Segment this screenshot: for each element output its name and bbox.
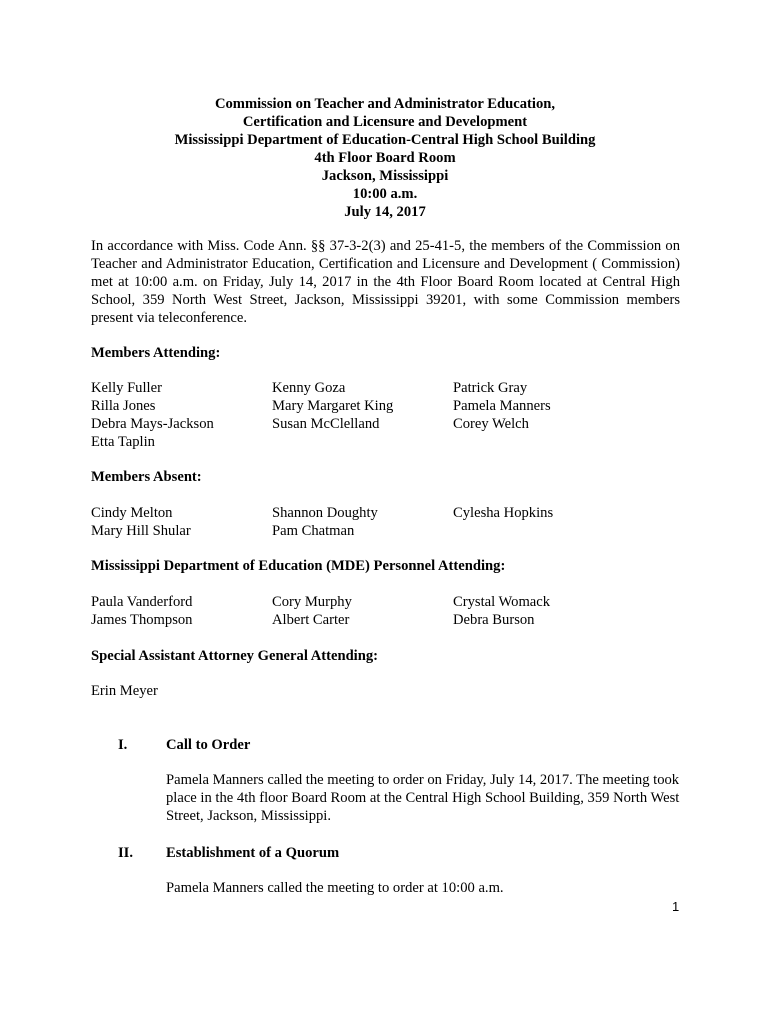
attorney-name: Erin Meyer	[91, 683, 158, 699]
section-body: Pamela Manners called the meeting to order at 10:00 a.m.	[166, 880, 504, 896]
header-line: Certification and Licensure and Development	[242, 114, 528, 130]
member-name: Mary Hill Shular	[91, 523, 191, 539]
intro-paragraph: In accordance with Miss. Code Ann. §§ 37-3-2(3) and 25-41-5, the members of the Commission on Teacher and Administrator Education, Certification and Licensure and Development ( Commission) met at 10:00 a.m. on Friday, July 14, 2017 in the 4th Floor Board Room located at Central High School, 359 North West Street, Jackson, Mississippi 39201, with some Commission members present via teleconference.	[91, 238, 680, 326]
personnel-name: Paula Vanderford	[91, 594, 193, 610]
member-name: Etta Taplin	[91, 434, 155, 450]
personnel-name: Albert Carter	[272, 612, 350, 628]
name-row	[91, 611, 691, 629]
member-name: Corey Welch	[453, 416, 529, 432]
member-name: Pamela Manners	[453, 398, 551, 414]
member-name: Kenny Goza	[272, 380, 346, 396]
mde-personnel-heading: Mississippi Department of Education (MDE) Personnel Attending:	[91, 558, 506, 574]
section-number: II.	[118, 845, 134, 861]
members-attending-list	[91, 379, 691, 451]
header-line: Jackson, Mississippi	[321, 168, 449, 184]
attorney-heading: Special Assistant Attorney General Attending:	[91, 648, 379, 664]
name-row	[91, 504, 691, 522]
member-name: Mary Margaret King	[272, 398, 394, 414]
name-row	[91, 522, 691, 540]
members-absent-list	[91, 504, 691, 540]
header-line: Commission on Teacher and Administrator Education,	[214, 96, 556, 112]
member-name: Cylesha Hopkins	[453, 505, 554, 521]
document-header	[0, 95, 770, 221]
personnel-name: Cory Murphy	[272, 594, 352, 610]
name-row	[91, 433, 691, 451]
personnel-name: James Thompson	[91, 612, 193, 628]
member-name: Shannon Doughty	[272, 505, 378, 521]
members-absent-heading: Members Absent:	[91, 469, 202, 485]
mde-personnel-list	[91, 593, 691, 629]
member-name: Rilla Jones	[91, 398, 156, 414]
header-line: July 14, 2017	[344, 204, 426, 220]
personnel-name: Crystal Womack	[453, 594, 551, 610]
page-number: 1	[672, 899, 680, 914]
header-line: 10:00 a.m.	[352, 186, 418, 202]
members-attending-heading: Members Attending:	[91, 345, 221, 361]
header-line: Mississippi Department of Education-Central High School Building	[174, 132, 596, 148]
section-body: Pamela Manners called the meeting to order on Friday, July 14, 2017. The meeting took place in the 4th floor Board Room at the Central High School Building, 359 North West Street, Jackson, Mississippi.	[166, 772, 680, 824]
member-name: Cindy Melton	[91, 505, 173, 521]
name-row	[91, 415, 691, 433]
member-name: Patrick Gray	[453, 380, 528, 396]
personnel-name: Debra Burson	[453, 612, 535, 628]
member-name: Susan McClelland	[272, 416, 380, 432]
section-number: I.	[118, 737, 128, 753]
header-line: 4th Floor Board Room	[314, 150, 456, 166]
member-name: Debra Mays-Jackson	[91, 416, 214, 432]
member-name: Pam Chatman	[272, 523, 355, 539]
name-row	[91, 397, 691, 415]
section-title: Call to Order	[166, 737, 251, 753]
section-title: Establishment of a Quorum	[166, 845, 340, 861]
name-row	[91, 593, 691, 611]
member-name: Kelly Fuller	[91, 380, 162, 396]
name-row	[91, 379, 691, 397]
